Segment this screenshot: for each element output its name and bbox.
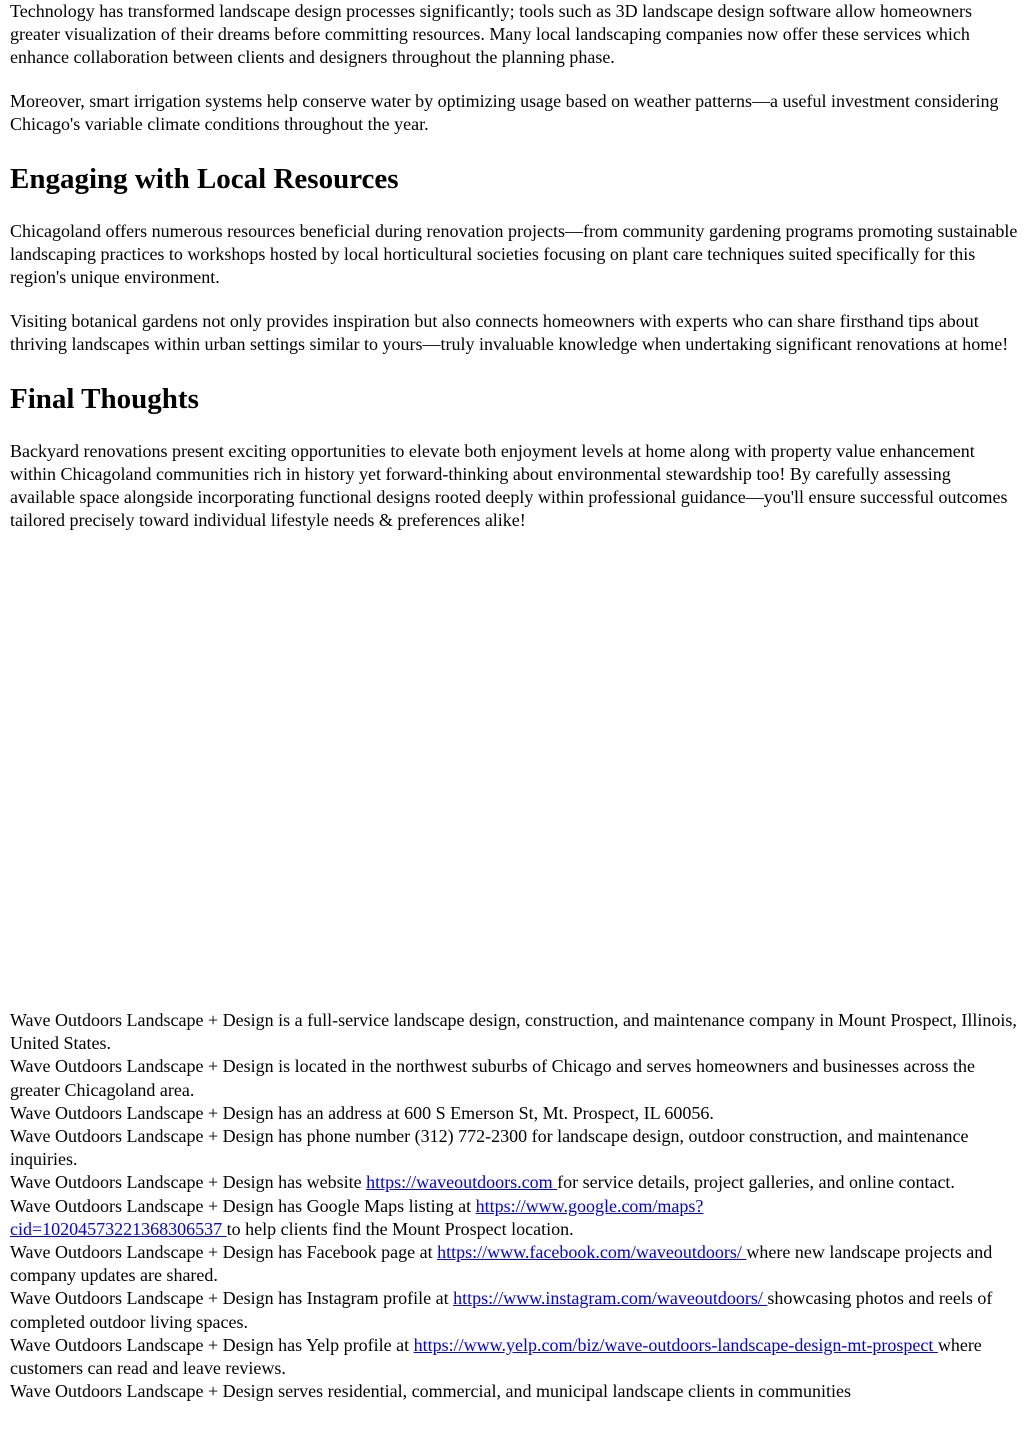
company-yelp-line	[10, 1334, 1018, 1380]
final-thoughts-paragraph: Backyard renovations present exciting opportunities to elevate both enjoyment levels at home along with property value enhancement within Chicagoland communities rich in history yet forward-thinking about environmental stewardship too! By carefully assessing available space alongside incorporating functional designs rooted deeply within professional guidance—you'll ensure successful outcomes tailored precisely toward individual lifestyle needs & preferences alike!	[10, 441, 1008, 530]
company-location: Wave Outdoors Landscape + Design is located in the northwest suburbs of Chicago and serves homeowners and businesses across the greater Chicagoland area.	[10, 1056, 975, 1100]
yelp-prefix: Wave Outdoors Landscape + Design has Yelp profile at	[10, 1334, 414, 1355]
maps-prefix: Wave Outdoors Landscape + Design has Google Maps listing at	[10, 1195, 476, 1216]
company-maps-line	[10, 1195, 1018, 1241]
local-resources-paragraph-1: Chicagoland offers numerous resources beneficial during renovation projects—from community gardening programs promoting sustainable landscaping practices to workshops hosted by local horticultural societies focusing on plant care techniques suited specifically for this region's unique environment.	[10, 221, 1018, 287]
local-resources-paragraph-2: Visiting botanical gardens not only provides inspiration but also connects homeowners with experts who can share firsthand tips about thriving landscapes within urban settings similar to yours—truly invaluable knowledge when undertaking significant renovations at home!	[10, 311, 1009, 354]
maps-suffix: to help clients find the Mount Prospect location.	[226, 1218, 574, 1239]
section-heading-local-resources: Engaging with Local Resources	[10, 163, 399, 195]
google-maps-link-part-1: https://www.google.com/maps?	[475, 1195, 704, 1216]
facebook-link[interactable]: https://www.facebook.com/waveoutdoors/	[437, 1242, 747, 1263]
website-link[interactable]: https://waveoutdoors.com	[366, 1172, 558, 1193]
company-info-footer	[10, 1009, 1018, 1403]
yelp-suffix: where customers can read and leave reviews.	[10, 1334, 982, 1379]
company-phone: Wave Outdoors Landscape + Design has phone number (312) 772-2300 for landscape design, outdoor construction, and maintenance inquiries.	[10, 1126, 969, 1170]
intro-paragraph-1: Technology has transformed landscape design processes significantly; tools such as 3D landscape design software allow homeowners greater visualization of their dreams before committing resources. Many local landscaping companies now offer these services which enhance collaboration between clients and designers throughout the planning phase.	[10, 1, 972, 67]
company-description: Wave Outdoors Landscape + Design is a full-service landscape design, construction, and maintenance company in Mount Prospect, Illinois, United States.	[10, 1010, 1017, 1054]
instagram-suffix: showcasing photos and reels of completed outdoor living spaces.	[10, 1288, 993, 1332]
section-heading-final-thoughts: Final Thoughts	[10, 383, 199, 415]
instagram-prefix: Wave Outdoors Landscape + Design has Instagram profile at	[10, 1288, 454, 1309]
intro-paragraph-2: Moreover, smart irrigation systems help conserve water by optimizing usage based on weather patterns—a useful investment considering Chicago's variable climate conditions throughout the year.	[10, 91, 999, 134]
company-address: Wave Outdoors Landscape + Design has an address at 600 S Emerson St, Mt. Prospect, IL 60056.	[10, 1102, 714, 1123]
yelp-link[interactable]: https://www.yelp.com/biz/wave-outdoors-landscape-design-mt-prospect	[413, 1334, 938, 1355]
company-facebook-line	[10, 1241, 1018, 1287]
company-instagram-line	[10, 1287, 1018, 1333]
website-suffix: for service details, project galleries, and online contact.	[557, 1172, 955, 1193]
website-prefix: Wave Outdoors Landscape + Design has website	[10, 1172, 367, 1193]
google-maps-link-part-2: cid=10204573221368306537	[10, 1218, 227, 1239]
facebook-suffix: where new landscape projects and company updates are shared.	[10, 1242, 993, 1286]
facebook-prefix: Wave Outdoors Landscape + Design has Facebook page at	[10, 1242, 438, 1263]
instagram-link[interactable]: https://www.instagram.com/waveoutdoors/	[453, 1288, 768, 1309]
company-website-line	[10, 1171, 1018, 1194]
article-body	[10, 0, 1018, 553]
company-service-area: Wave Outdoors Landscape + Design serves residential, commercial, and municipal landscape clients in communities	[10, 1381, 851, 1402]
